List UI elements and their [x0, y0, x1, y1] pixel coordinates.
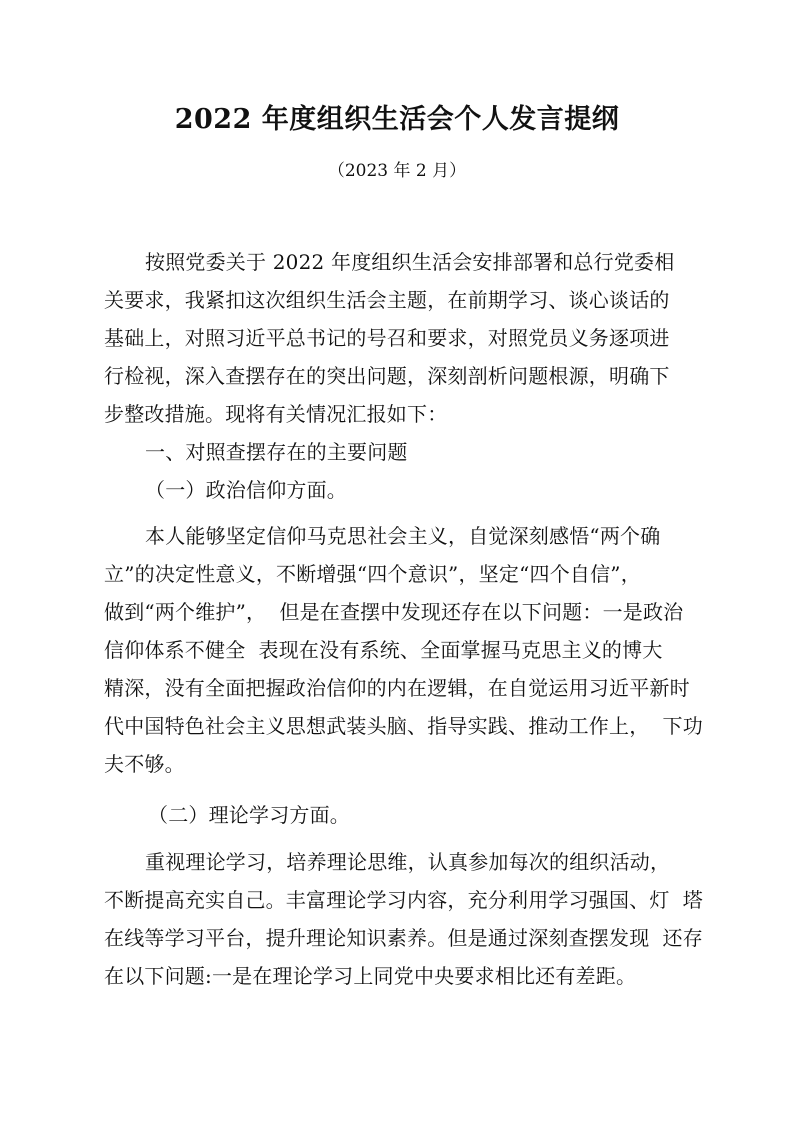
body-line: 关要求，我紧扣这次组织生活会主题，在前期学习、谈心谈话的: [104, 288, 670, 312]
body-line: 在以下问题:一是在理论学习上同党中央要求相比还有差距。: [104, 964, 637, 988]
body-line: 行检视，深入查摆存在的突出问题，深刻剖析问题根源，明确下: [104, 364, 670, 388]
body-line: 做到“两个维护”， 但是在查摆中发现还存在以下问题：一是政治: [104, 600, 684, 624]
body-line: 步整改措施。现将有关情况汇报如下：: [104, 402, 448, 426]
body-line: 按照党委关于 2022 年度组织生活会安排部署和总行党委相: [145, 250, 675, 274]
document-date: （2023 年 2 月）: [327, 161, 467, 181]
body-line: 重视理论学习，培养理论思维，认真参加每次的组织活动，: [145, 850, 671, 874]
body-line: 信仰体系不健全 表现在没有系统、全面掌握马克思主义的博大: [104, 638, 663, 662]
body-line: 夫不够。: [104, 752, 185, 776]
subsection-heading: （一）政治信仰方面。: [145, 478, 347, 502]
subsection-heading: （二）理论学习方面。: [148, 803, 350, 827]
body-line: 代中国特色社会主义思想武装头脑、指导实践、推动工作上， 下功: [104, 714, 703, 738]
document-title: 2022 年度组织生活会个人发言提纲: [174, 104, 620, 135]
body-line: 本人能够坚定信仰马克思社会主义，自觉深刻感悟“两个确: [145, 524, 661, 548]
body-line: 基础上，对照习近平总书记的号召和要求，对照党员义务逐项进: [104, 326, 670, 350]
body-line: 精深，没有全面把握政治信仰的内在逻辑，在自觉运用习近平新时: [104, 676, 690, 700]
body-line: 立”的决定性意义，不断增强“四个意识”，坚定“四个自信”，: [104, 562, 641, 586]
body-line: 不断提高充实自己。丰富理论学习内容，充分利用学习强国、灯 塔: [104, 888, 703, 912]
body-line: 在线等学习平台，提升理论知识素养。但是通过深刻查摆发现 还存: [104, 926, 703, 950]
section-heading: 一、对照查摆存在的主要问题: [145, 440, 408, 464]
